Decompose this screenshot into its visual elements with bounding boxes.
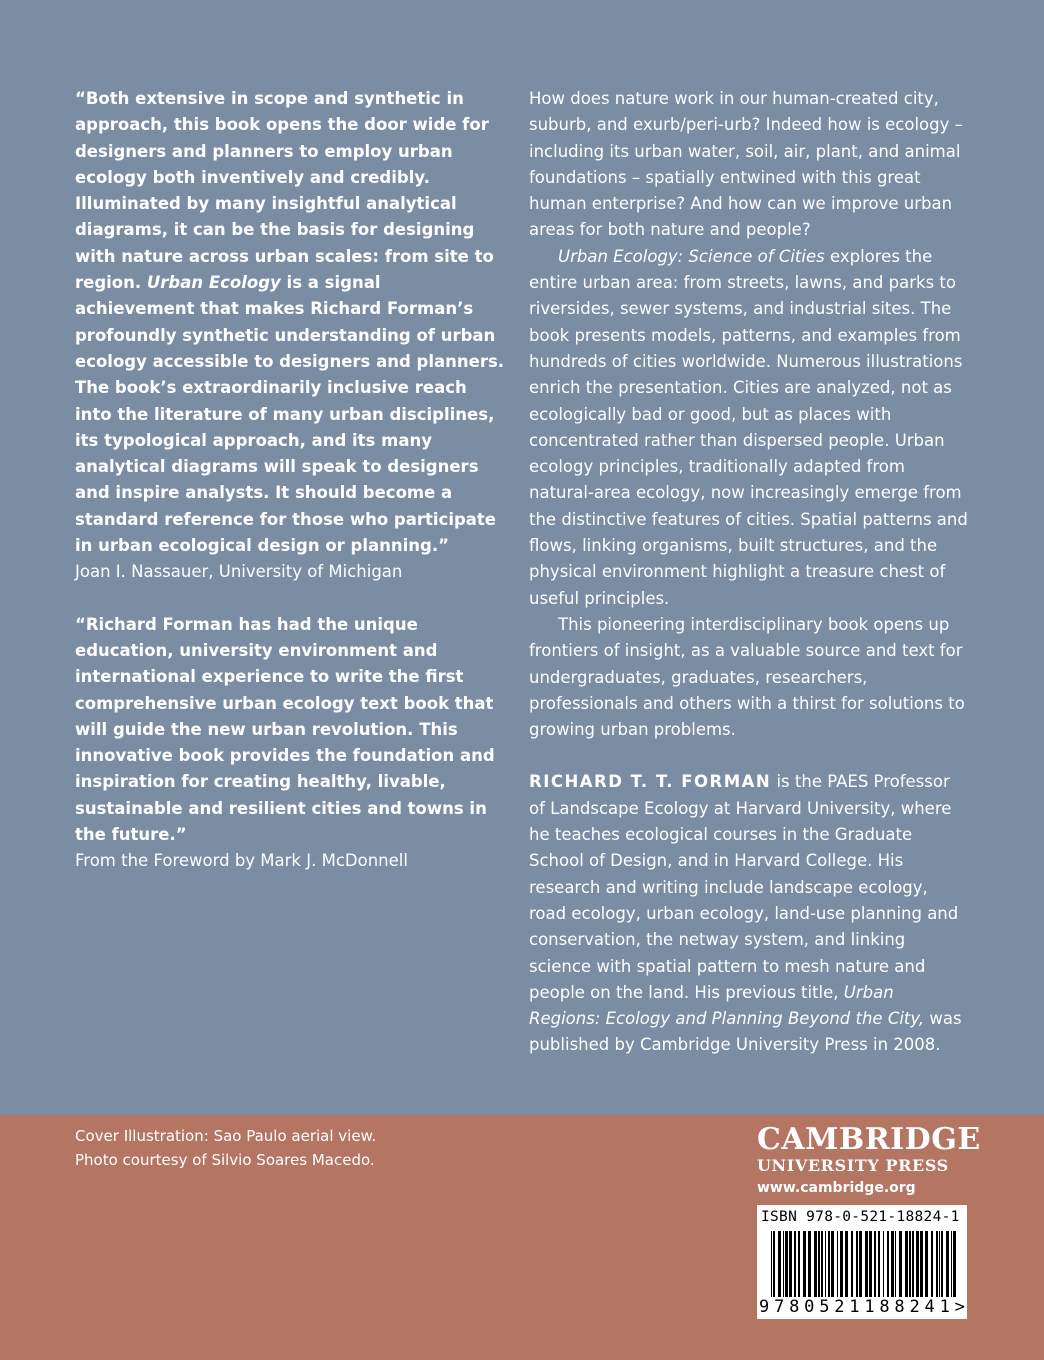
barcode-bar	[912, 1231, 914, 1297]
barcode-bar	[931, 1231, 933, 1297]
barcode-bar	[798, 1231, 800, 1297]
barcode-bar	[837, 1231, 838, 1297]
barcode-digit: 5	[819, 1297, 830, 1317]
author-name: RICHARD T. T. FORMAN	[529, 772, 772, 792]
barcode-bar	[936, 1231, 938, 1297]
barcode-bar	[895, 1231, 896, 1297]
barcode-bar	[874, 1231, 876, 1297]
barcode-bar	[883, 1231, 884, 1297]
isbn-barcode	[757, 1205, 967, 1319]
barcode-bar	[878, 1231, 880, 1297]
barcode-digit: 8	[894, 1297, 905, 1317]
author-bio: RICHARD T. T. FORMAN is the PAES Professor of Landscape Ecology at Harvard University, where he teaches ecological courses in the Graduate School of Design, and in Harvard College. His research and writing include landscape ecology, road ecology, urban ecology, land-use planning and conservation, the netway system, and linking science with spatial pattern to mesh nature and people on the land. His previous title, Urban Regions: Ecology and Planning Beyond the City, was published by Cambridge University Press in 2008.	[529, 772, 962, 1055]
quote-mcdonnell-attribution: From the Foreword by Mark J. McDonnell	[75, 851, 408, 871]
barcode-bar	[939, 1231, 940, 1297]
quote-mcdonnell: “Richard Forman has had the unique education, university environment and international experience to write the first comprehensive urban ecology text book that will guide the new urban revolution. This innovative book provides the foundation and inspiration for creating healthy, livable, sustainable and resilient cities and towns in the future.”	[75, 614, 495, 845]
barcode-digit: 1	[849, 1297, 860, 1317]
barcode-digit: 8	[879, 1297, 890, 1317]
barcode-bar	[859, 1231, 862, 1297]
barcode-bar	[778, 1231, 781, 1297]
barcode-bar	[803, 1231, 806, 1297]
barcode-bar	[831, 1231, 834, 1297]
barcode-bar	[794, 1231, 796, 1297]
barcode-bar	[916, 1231, 919, 1297]
barcode-digit: 2	[909, 1297, 920, 1317]
barcode-digit: 1	[864, 1297, 875, 1317]
publisher-name: CAMBRIDGE	[757, 1122, 981, 1157]
barcode-digit: 4	[924, 1297, 935, 1317]
barcode-digit: 2	[834, 1297, 845, 1317]
barcode-digit: 0	[804, 1297, 815, 1317]
barcode-digits	[759, 1297, 965, 1317]
barcode-digit: 9	[759, 1297, 770, 1317]
barcode-bar	[951, 1231, 952, 1297]
barcode-bar	[789, 1231, 792, 1297]
barcode-bar	[953, 1231, 956, 1297]
barcode-bar	[909, 1231, 911, 1297]
barcode-digit: >	[954, 1297, 965, 1317]
barcode-bar	[821, 1231, 823, 1297]
barcode-bars	[757, 1231, 967, 1297]
barcode-bar	[773, 1231, 775, 1297]
isbn-label: ISBN 978-0-521-18824-1	[761, 1209, 960, 1225]
barcode-bar	[783, 1231, 784, 1297]
publisher-subtitle: UNIVERSITY PRESS	[757, 1156, 949, 1175]
barcode-bar	[925, 1231, 928, 1297]
barcode-digit: 1	[939, 1297, 950, 1317]
quote-nassauer: “Both extensive in scope and synthetic in approach, this book opens the door wide for designers and planners to employ urban ecology both inventively and credibly. Illuminated by many insightful analytical diagrams, it can be the basis for designing with nature across urban scales: from site to region. Urban Ecology is a signal achievement that makes Richard Forman’s profoundly synthetic understanding of urban ecology accessible to designers and planners. The book’s extraordinarily inclusive reach into the literature of many urban disciplines, its typological approach, and its many analytical diagrams will speak to designers and inspire analysts. It should become a standard reference for those who participate in urban ecological design or planning.”	[75, 89, 505, 556]
publisher-url: www.cambridge.org	[757, 1180, 916, 1196]
description-paragraph-1: How does nature work in our human-created city, suburb, and exurb/peri-urb? Indeed how is ecology – including its urban water, soil, air, plant, and animal foundations – spatially entwined with this great human enterprise? And how can we improve urban areas for both nature and people?	[529, 89, 963, 240]
cover-credit: Cover Illustration: Sao Paulo aerial view. Photo courtesy of Silvio Soares Macedo.	[75, 1127, 377, 1169]
barcode-bar	[845, 1231, 848, 1297]
barcode-bar	[865, 1231, 868, 1297]
barcode-digit: 7	[774, 1297, 785, 1317]
quote-nassauer-attribution: Joan I. Nassauer, University of Michigan	[75, 562, 403, 582]
barcode-bar	[887, 1231, 889, 1297]
barcode-bar	[840, 1231, 843, 1297]
barcode-bar	[828, 1231, 830, 1297]
barcode-bar	[869, 1231, 872, 1297]
barcode-bar	[946, 1231, 949, 1297]
barcode-bar	[771, 1231, 772, 1297]
barcode-bar	[808, 1231, 811, 1297]
description-paragraph-3: This pioneering interdisciplinary book opens up frontiers of insight, as a valuable source and text for undergraduates, graduates, researchers, professionals and others with a thirst for solutions to growing urban problems.	[529, 614, 965, 740]
barcode-digit: 8	[789, 1297, 800, 1317]
barcode-bar	[851, 1231, 853, 1297]
barcode-bar	[814, 1231, 817, 1297]
barcode-bar	[825, 1231, 826, 1297]
left-column	[75, 86, 505, 875]
barcode-bar	[941, 1231, 943, 1297]
barcode-bar	[899, 1231, 902, 1297]
barcode-bar	[920, 1231, 923, 1297]
description-paragraph-2: Urban Ecology: Science of Cities explores the entire urban area: from streets, lawns, and parks to riversides, sewer systems, and industrial sites. The book presents models, patterns, and examples from hundreds of cities worldwide. Numerous illustrations enrich the presentation. Cities are analyzed, not as ecologically bad or good, but as places with concentrated rather than dispersed people. Urban ecology principles, traditionally adapted from natural-area ecology, now increasingly emerge from the distinctive features of cities. Spatial patterns and flows, linking organisms, built structures, and the physical environment highlight a treasure chest of useful principles.	[529, 246, 968, 608]
barcode-bar	[785, 1231, 788, 1297]
barcode-bar	[818, 1231, 820, 1297]
barcode-bar	[856, 1231, 858, 1297]
publisher-logo	[757, 1122, 981, 1198]
barcode-bar	[891, 1231, 894, 1297]
right-column	[529, 86, 969, 1059]
barcode-bar	[905, 1231, 908, 1297]
